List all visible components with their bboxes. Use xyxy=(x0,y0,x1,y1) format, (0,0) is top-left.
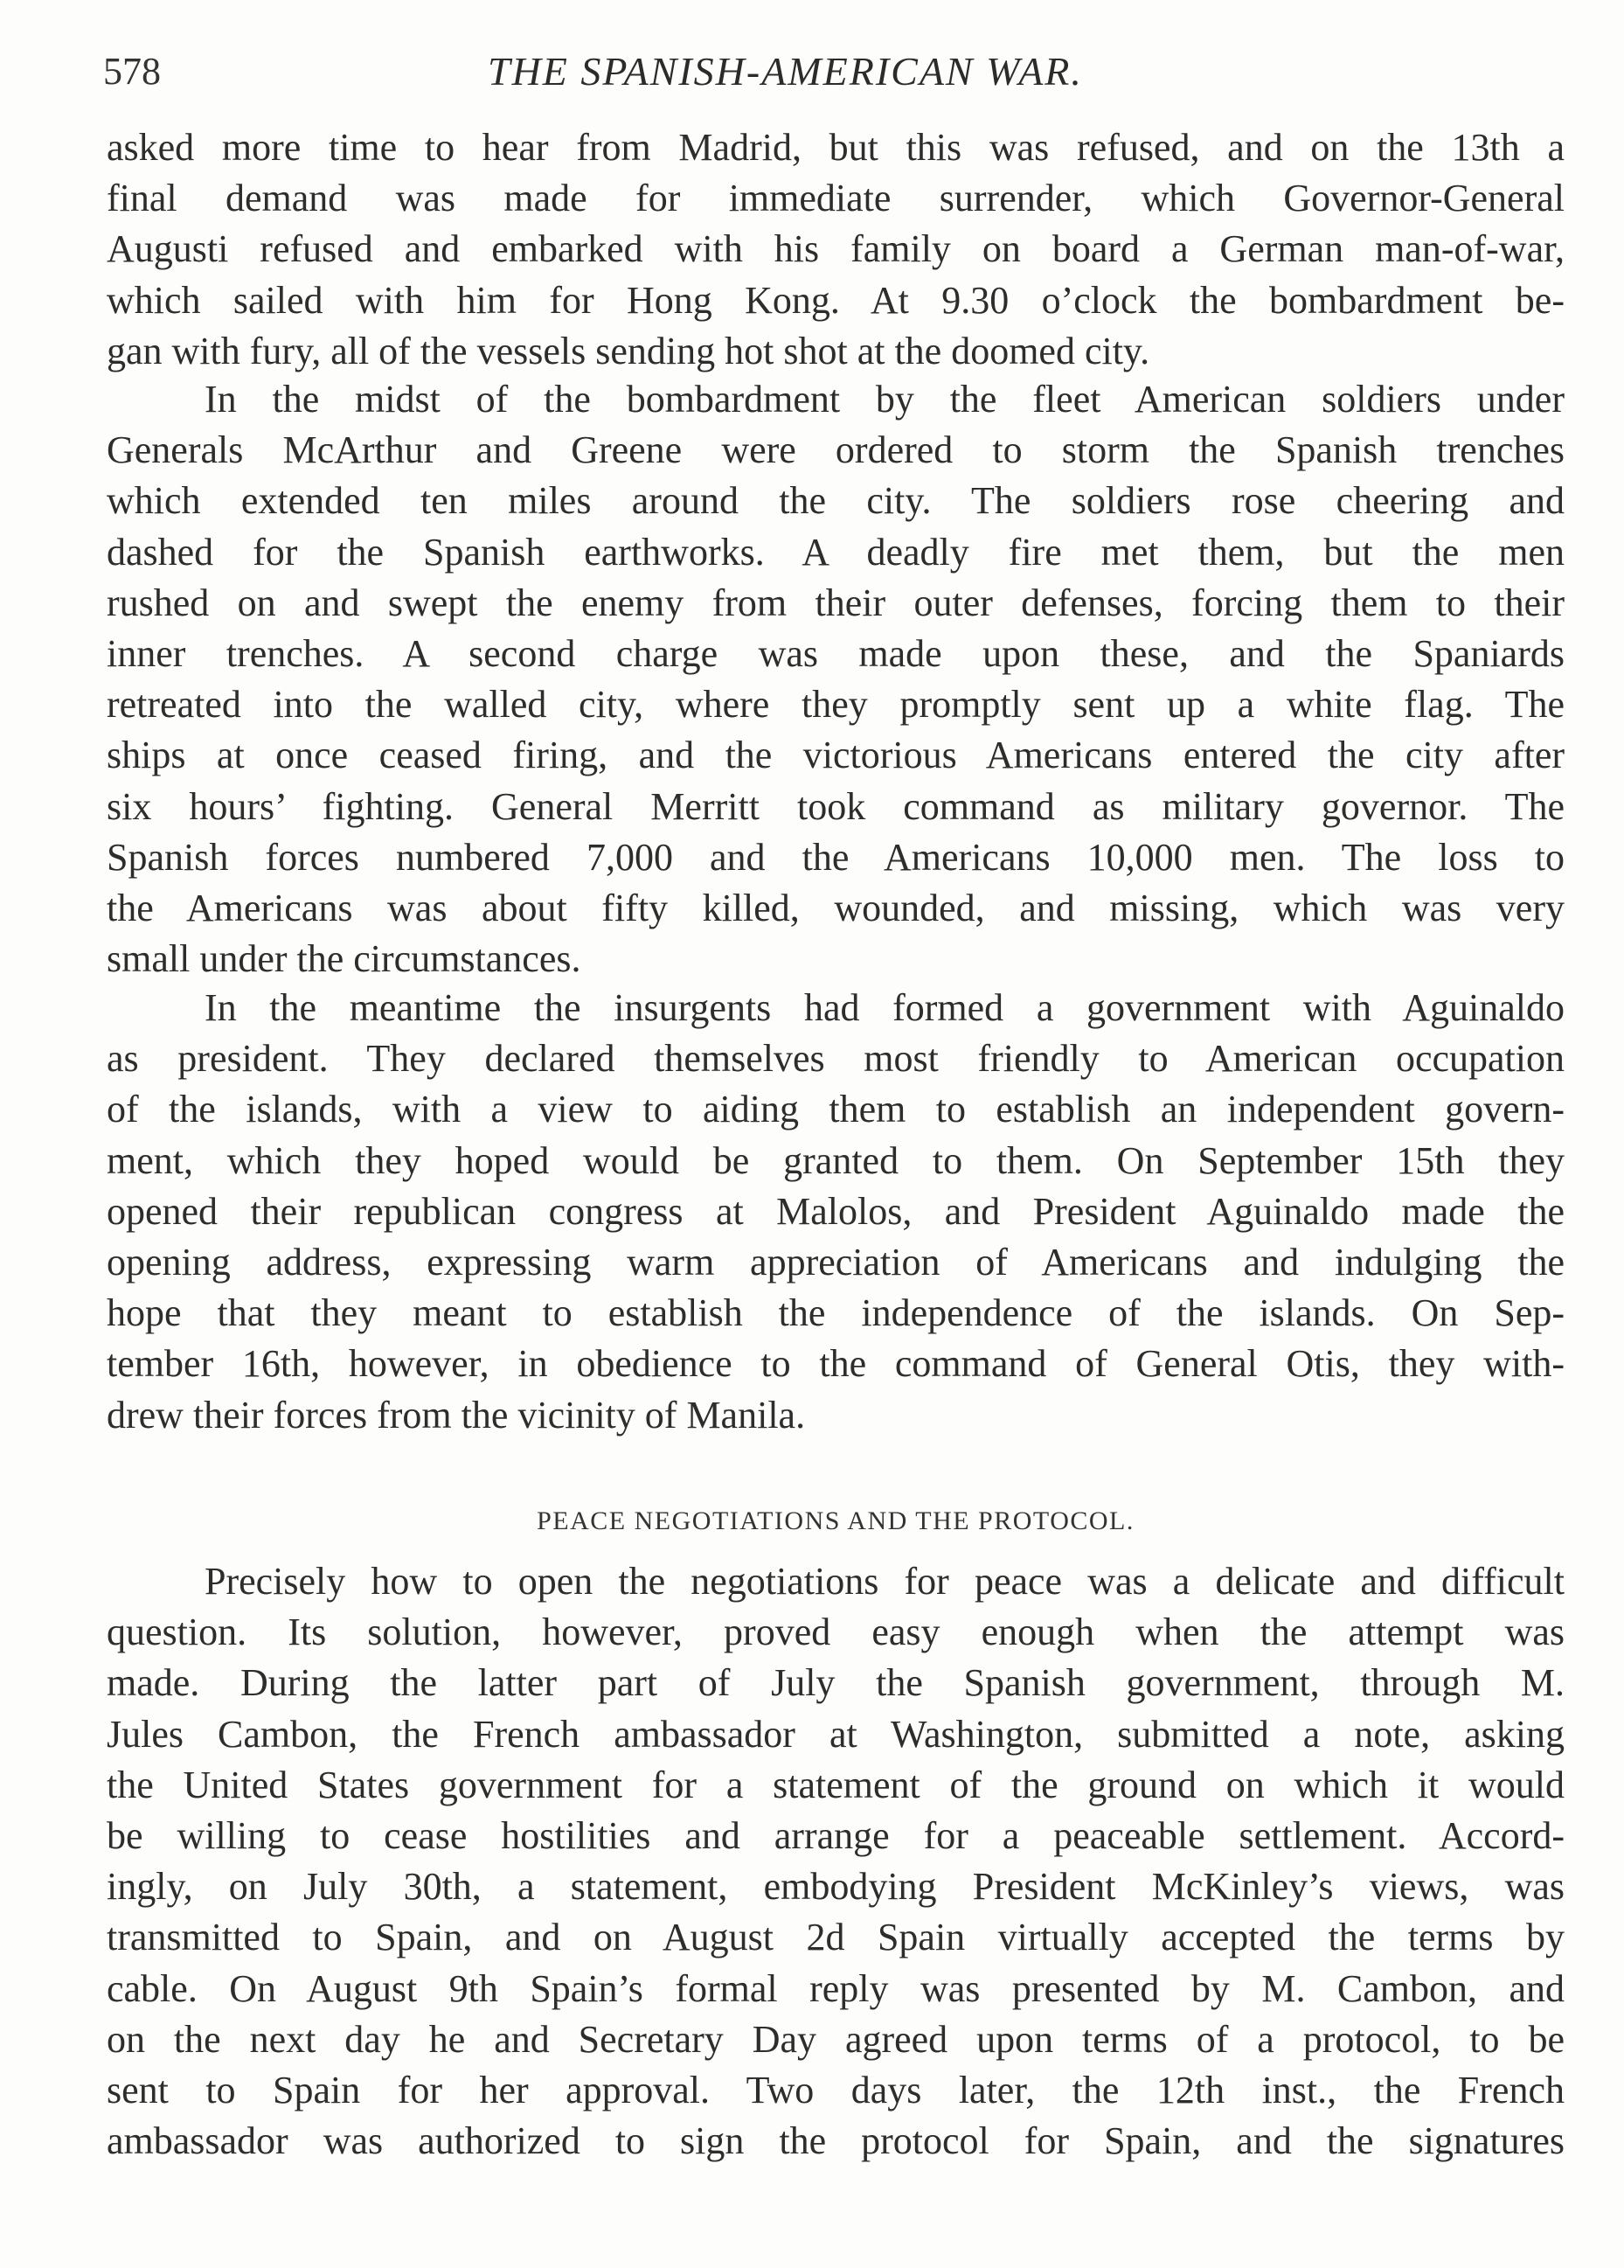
text-line: tember 16th, however, in obedience to the command of General Otis, they with- xyxy=(107,1342,1565,1386)
text-line: the Americans was about fifty killed, wounded, and missing, which was very xyxy=(107,886,1565,929)
text-line: In the meantime the insurgents had formed a government with Aguinaldo xyxy=(205,986,1565,1029)
text-line: Precisely how to open the negotiations for peace was a delicate and difficult xyxy=(205,1560,1565,1603)
text-line: opening address, expressing warm appreciation of Americans and indulging the xyxy=(107,1240,1565,1284)
text-line: rushed on and swept the enemy from their outer defenses, forcing them to their xyxy=(107,581,1565,624)
text-line: hope that they meant to establish the independence of the islands. On Sep- xyxy=(107,1291,1565,1335)
text-line: small under the circumstances. xyxy=(107,937,581,981)
text-line: drew their forces from the vicinity of Manila. xyxy=(107,1393,806,1437)
text-line: which extended ten miles around the city. The soldiers rose cheering and xyxy=(107,479,1565,523)
page-number: 578 xyxy=(103,50,161,93)
text-line: cable. On August 9th Spain’s formal reply was presented by M. Cambon, and xyxy=(107,1966,1565,2010)
text-line: question. Its solution, however, proved easy enough when the attempt was xyxy=(107,1611,1565,1654)
text-line: ships at once ceased firing, and the victorious Americans entered the city after xyxy=(107,734,1565,777)
text-line: retreated into the walled city, where they promptly sent up a white flag. The xyxy=(107,683,1565,727)
text-line: asked more time to hear from Madrid, but this was refused, and on the 13th a xyxy=(107,126,1565,169)
paragraph-negotiations xyxy=(107,1556,1565,2167)
text-line: In the midst of the bombardment by the fleet American soldiers under xyxy=(205,378,1565,421)
text-line: dashed for the Spanish earthworks. A deadly fire met them, but the men xyxy=(107,530,1565,574)
text-line: as president. They declared themselves most friendly to American occupation xyxy=(107,1037,1565,1081)
text-line: made. During the latter part of July the Spanish government, through M. xyxy=(107,1661,1565,1705)
text-line: of the islands, with a view to aiding them to establish an independent govern- xyxy=(107,1088,1565,1131)
text-line: the United States government for a statement of the ground on which it would xyxy=(107,1763,1565,1806)
paragraph-continued xyxy=(107,122,1565,377)
running-head xyxy=(103,45,1572,98)
text-line: which sailed with him for Hong Kong. At 9.30 o’clock the bombardment be- xyxy=(107,278,1565,322)
text-line: inner trenches. A second charge was made upon these, and the Spaniards xyxy=(107,631,1565,675)
text-line: Augusti refused and embarked with his family on board a German man-of-war, xyxy=(107,227,1565,271)
text-line: opened their republican congress at Malolos, and President Aguinaldo made the xyxy=(107,1189,1565,1233)
text-line: gan with fury, all of the vessels sending hot shot at the doomed city. xyxy=(107,329,1150,372)
text-line: transmitted to Spain, and on August 2d Spain virtually accepted the terms by xyxy=(107,1916,1565,1959)
text-line: ambassador was authorized to sign the protocol for Spain, and the signatures xyxy=(107,2119,1565,2163)
paragraph-insurgents xyxy=(107,983,1565,1441)
text-line: be willing to cease hostilities and arrange for a peaceable settlement. Accord- xyxy=(107,1813,1565,1857)
text-line: Generals McArthur and Greene were ordered to storm the Spanish trenches xyxy=(107,428,1565,472)
text-line: sent to Spain for her approval. Two days later, the 12th inst., the French xyxy=(107,2068,1565,2111)
text-line: Spanish forces numbered 7,000 and the Americans 10,000 men. The loss to xyxy=(107,835,1565,879)
text-line: Jules Cambon, the French ambassador at Washington, submitted a note, asking xyxy=(107,1712,1565,1756)
text-line: on the next day he and Secretary Day agreed upon terms of a protocol, to be xyxy=(107,2017,1565,2061)
text-line: six hours’ fighting. General Merritt took command as military governor. The xyxy=(107,784,1565,828)
paragraph-bombardment xyxy=(107,374,1565,984)
text-line: ment, which they hoped would be granted to them. On September 15th they xyxy=(107,1138,1565,1182)
text-line: ingly, on July 30th, a statement, embodying President McKinley’s views, was xyxy=(107,1865,1565,1909)
section-heading: PEACE NEGOTIATIONS AND THE PROTOCOL. xyxy=(537,1506,1135,1535)
running-title: THE SPANISH-AMERICAN WAR. xyxy=(488,49,1083,94)
text-line: final demand was made for immediate surrender, which Governor-General xyxy=(107,177,1565,220)
